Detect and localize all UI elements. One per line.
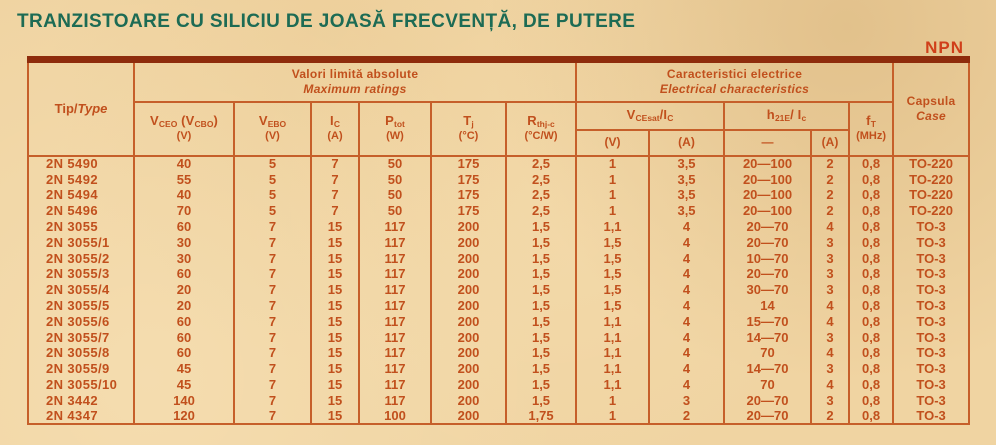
value-cell: 15 (311, 345, 359, 361)
value-cell: 0,8 (849, 377, 893, 393)
table-row (28, 329, 969, 345)
value-cell: 15 (311, 234, 359, 250)
table-row (28, 156, 969, 172)
value-cell: 7 (234, 266, 311, 282)
value-cell: 20 (134, 282, 234, 298)
value-cell: 15 (311, 313, 359, 329)
value-cell: 2 (811, 408, 849, 424)
value-cell: 7 (234, 392, 311, 408)
value-cell: 0,8 (849, 156, 893, 172)
value-cell: 3 (649, 392, 724, 408)
value-cell: 20—70 (724, 392, 811, 408)
type-cell: 2N 3055/1 (28, 234, 134, 250)
value-cell: 20—100 (724, 203, 811, 219)
value-cell: 117 (359, 219, 431, 235)
value-cell: 4 (649, 298, 724, 314)
value-cell: 4 (811, 345, 849, 361)
page-title: TRANZISTOARE CU SILICIU DE JOASĂ FRECVENȚĂ, DE PUTERE (17, 11, 636, 32)
type-cell: 2N 3055/5 (28, 298, 134, 314)
value-cell: 117 (359, 266, 431, 282)
value-cell: 140 (134, 392, 234, 408)
value-cell: 200 (431, 361, 506, 377)
value-cell: TO-3 (893, 377, 969, 393)
value-cell: 0,8 (849, 266, 893, 282)
value-cell: 117 (359, 282, 431, 298)
group-elec-ro: Caracteristici electrice (666, 66, 803, 81)
capsula-label: Capsula (906, 93, 956, 108)
value-cell: 1,5 (506, 329, 576, 345)
value-cell: TO-220 (893, 187, 969, 203)
value-cell: 7 (234, 282, 311, 298)
value-cell: 4 (649, 282, 724, 298)
unit-header-vcesat-a: (A) (649, 130, 724, 156)
value-cell: TO-220 (893, 203, 969, 219)
value-cell: 20—100 (724, 156, 811, 172)
value-cell: 1,5 (506, 313, 576, 329)
value-cell: 50 (359, 203, 431, 219)
value-cell: 200 (431, 234, 506, 250)
value-cell: 1,5 (576, 250, 649, 266)
value-cell: 3 (811, 392, 849, 408)
value-cell: TO-3 (893, 266, 969, 282)
value-cell: 1,5 (506, 345, 576, 361)
value-cell: 7 (234, 313, 311, 329)
value-cell: 3,5 (649, 156, 724, 172)
value-cell: 4 (649, 377, 724, 393)
value-cell: 7 (311, 156, 359, 172)
value-cell: 3 (811, 234, 849, 250)
value-cell: 4 (649, 266, 724, 282)
value-cell: 20—70 (724, 219, 811, 235)
value-cell: 1,1 (576, 345, 649, 361)
col-header-vebo: $V_{EBO}$ (V) (234, 102, 311, 156)
value-cell: 60 (134, 313, 234, 329)
value-cell: 7 (311, 171, 359, 187)
value-cell: 1,1 (576, 219, 649, 235)
value-cell: 7 (311, 187, 359, 203)
value-cell: 0,8 (849, 298, 893, 314)
group-max-ro: Valori limită absolute (291, 66, 419, 81)
value-cell: 200 (431, 329, 506, 345)
value-cell: 1,5 (506, 282, 576, 298)
value-cell: 1,5 (506, 392, 576, 408)
value-cell: 15 (311, 298, 359, 314)
value-cell: 2 (649, 408, 724, 424)
value-cell: 15 (311, 392, 359, 408)
value-cell: 4 (811, 377, 849, 393)
value-cell: 117 (359, 329, 431, 345)
value-cell: 45 (134, 377, 234, 393)
value-cell: TO-3 (893, 361, 969, 377)
value-cell: 4 (649, 219, 724, 235)
value-cell: 200 (431, 250, 506, 266)
value-cell: 3 (811, 361, 849, 377)
table-row (28, 298, 969, 314)
value-cell: 1,5 (506, 361, 576, 377)
value-cell: 7 (234, 329, 311, 345)
value-cell: 0,8 (849, 187, 893, 203)
value-cell: 2,5 (506, 203, 576, 219)
table-row (28, 345, 969, 361)
polarity-badge: NPN (925, 38, 964, 57)
value-cell: 1,5 (506, 266, 576, 282)
type-cell: 2N 5496 (28, 203, 134, 219)
value-cell: 1 (576, 187, 649, 203)
value-cell: 60 (134, 266, 234, 282)
type-cell: 2N 3055/3 (28, 266, 134, 282)
type-cell: 2N 3442 (28, 392, 134, 408)
group-header-maximum-ratings (134, 60, 576, 102)
table-body (28, 156, 969, 425)
value-cell: 30—70 (724, 282, 811, 298)
value-cell: 5 (234, 156, 311, 172)
table-row (28, 219, 969, 235)
value-cell: 4 (649, 250, 724, 266)
value-cell: 1,5 (506, 250, 576, 266)
value-cell: 7 (311, 203, 359, 219)
table-row (28, 187, 969, 203)
value-cell: 200 (431, 313, 506, 329)
subgroup-header-h21e: $h_{21E}/$ $I_c$ (724, 102, 849, 130)
value-cell: 0,8 (849, 313, 893, 329)
value-cell: TO-3 (893, 219, 969, 235)
value-cell: 4 (649, 329, 724, 345)
value-cell: 1 (576, 171, 649, 187)
value-cell: 30 (134, 250, 234, 266)
value-cell: 20—100 (724, 171, 811, 187)
value-cell: 2,5 (506, 156, 576, 172)
col-header-rthjc: $R_{thj-c}$ (°C/W) (506, 102, 576, 156)
type-cell: 2N 4347 (28, 408, 134, 424)
value-cell: 20—70 (724, 408, 811, 424)
value-cell: 7 (234, 250, 311, 266)
type-cell: 2N 3055/4 (28, 282, 134, 298)
col-header-ic: $I_C$ (A) (311, 102, 359, 156)
value-cell: 1,5 (576, 282, 649, 298)
subgroup-header-vcesat: $V_{CEsat}/I_C$ (576, 102, 724, 130)
value-cell: 7 (234, 298, 311, 314)
value-cell: 117 (359, 234, 431, 250)
value-cell: 200 (431, 392, 506, 408)
value-cell: 20—70 (724, 234, 811, 250)
value-cell: 1,5 (506, 298, 576, 314)
value-cell: 117 (359, 250, 431, 266)
value-cell: TO-220 (893, 171, 969, 187)
type-cell: 2N 3055/7 (28, 329, 134, 345)
value-cell: 1,75 (506, 408, 576, 424)
value-cell: 70 (724, 377, 811, 393)
table-row (28, 266, 969, 282)
value-cell: 40 (134, 156, 234, 172)
type-cell: 2N 3055 (28, 219, 134, 235)
value-cell: 60 (134, 329, 234, 345)
case-label: Case (916, 108, 947, 123)
value-cell: 0,8 (849, 203, 893, 219)
value-cell: 1,5 (576, 298, 649, 314)
unit-header-h21e-a: (A) (811, 130, 849, 156)
value-cell: 117 (359, 298, 431, 314)
value-cell: 15 (311, 329, 359, 345)
value-cell: 0,8 (849, 234, 893, 250)
col-header-ptot: $P_{tot}$ (W) (359, 102, 431, 156)
value-cell: 200 (431, 282, 506, 298)
table-row (28, 408, 969, 424)
value-cell: 15 (311, 266, 359, 282)
transistor-table-wrap (27, 56, 970, 425)
value-cell: 200 (431, 298, 506, 314)
tip-label: Tip/ (54, 100, 78, 116)
value-cell: 200 (431, 377, 506, 393)
table-row (28, 234, 969, 250)
value-cell: 3 (811, 266, 849, 282)
value-cell: 2 (811, 203, 849, 219)
value-cell: 0,8 (849, 171, 893, 187)
value-cell: TO-220 (893, 156, 969, 172)
value-cell: 45 (134, 361, 234, 377)
value-cell: 1,5 (506, 377, 576, 393)
value-cell: 7 (234, 377, 311, 393)
value-cell: 4 (811, 298, 849, 314)
value-cell: 1,5 (506, 234, 576, 250)
value-cell: 4 (811, 313, 849, 329)
value-cell: 0,8 (849, 250, 893, 266)
transistor-table (27, 56, 970, 425)
value-cell: TO-3 (893, 329, 969, 345)
value-cell: 3,5 (649, 171, 724, 187)
value-cell: 117 (359, 377, 431, 393)
table-row (28, 203, 969, 219)
value-cell: 200 (431, 408, 506, 424)
unit-header-h21e-dash: — (724, 130, 811, 156)
col-header-capsula-case (893, 60, 969, 156)
value-cell: 15—70 (724, 313, 811, 329)
table-header (28, 60, 969, 156)
value-cell: 20—100 (724, 187, 811, 203)
value-cell: 2 (811, 187, 849, 203)
table-row (28, 313, 969, 329)
value-cell: TO-3 (893, 250, 969, 266)
col-header-ft: $f_T$ (MHz) (849, 102, 893, 156)
value-cell: 14—70 (724, 361, 811, 377)
value-cell: 200 (431, 219, 506, 235)
value-cell: TO-3 (893, 345, 969, 361)
value-cell: TO-3 (893, 234, 969, 250)
value-cell: 200 (431, 266, 506, 282)
value-cell: 1,5 (576, 266, 649, 282)
value-cell: 117 (359, 361, 431, 377)
value-cell: 10—70 (724, 250, 811, 266)
table-row (28, 361, 969, 377)
value-cell: 1,1 (576, 329, 649, 345)
value-cell: 50 (359, 171, 431, 187)
value-cell: 175 (431, 203, 506, 219)
table-row (28, 171, 969, 187)
value-cell: 14—70 (724, 329, 811, 345)
value-cell: 1 (576, 392, 649, 408)
value-cell: 70 (134, 203, 234, 219)
value-cell: 15 (311, 408, 359, 424)
type-cell: 2N 5490 (28, 156, 134, 172)
value-cell: 2 (811, 156, 849, 172)
group-max-en: Maximum ratings (303, 81, 407, 96)
value-cell: TO-3 (893, 408, 969, 424)
value-cell: 117 (359, 313, 431, 329)
value-cell: 2 (811, 171, 849, 187)
value-cell: 3 (811, 329, 849, 345)
type-cell: 2N 3055/6 (28, 313, 134, 329)
value-cell: 3 (811, 282, 849, 298)
value-cell: 4 (649, 313, 724, 329)
value-cell: 120 (134, 408, 234, 424)
value-cell: 1,1 (576, 361, 649, 377)
value-cell: 40 (134, 187, 234, 203)
value-cell: 0,8 (849, 329, 893, 345)
type-label: Type (77, 100, 108, 116)
value-cell: TO-3 (893, 298, 969, 314)
value-cell: 1,1 (576, 313, 649, 329)
type-cell: 2N 3055/8 (28, 345, 134, 361)
value-cell: 15 (311, 250, 359, 266)
value-cell: 117 (359, 345, 431, 361)
type-cell: 2N 3055/2 (28, 250, 134, 266)
value-cell: 175 (431, 171, 506, 187)
table-row (28, 377, 969, 393)
type-cell: 2N 5494 (28, 187, 134, 203)
group-header-electrical-characteristics (576, 60, 893, 102)
type-cell: 2N 3055/9 (28, 361, 134, 377)
value-cell: 14 (724, 298, 811, 314)
value-cell: 60 (134, 345, 234, 361)
value-cell: 55 (134, 171, 234, 187)
value-cell: 20 (134, 298, 234, 314)
value-cell: 100 (359, 408, 431, 424)
value-cell: 0,8 (849, 219, 893, 235)
value-cell: 4 (649, 345, 724, 361)
value-cell: 50 (359, 156, 431, 172)
value-cell: 1,1 (576, 377, 649, 393)
col-header-tip-type (28, 60, 134, 156)
value-cell: TO-3 (893, 313, 969, 329)
type-cell: 2N 5492 (28, 171, 134, 187)
table-row (28, 250, 969, 266)
value-cell: 2,5 (506, 187, 576, 203)
value-cell: 1,5 (506, 219, 576, 235)
value-cell: 1 (576, 156, 649, 172)
value-cell: 3,5 (649, 187, 724, 203)
value-cell: 2,5 (506, 171, 576, 187)
value-cell: 7 (234, 345, 311, 361)
value-cell: 7 (234, 219, 311, 235)
value-cell: 5 (234, 203, 311, 219)
value-cell: 175 (431, 187, 506, 203)
value-cell: 1 (576, 408, 649, 424)
col-header-tj: $T_j$ (°C) (431, 102, 506, 156)
group-elec-en: Electrical characteristics (659, 81, 810, 96)
value-cell: 0,8 (849, 345, 893, 361)
value-cell: 15 (311, 361, 359, 377)
value-cell: 7 (234, 234, 311, 250)
value-cell: TO-3 (893, 282, 969, 298)
value-cell: 70 (724, 345, 811, 361)
value-cell: 3,5 (649, 203, 724, 219)
value-cell: 0,8 (849, 392, 893, 408)
col-header-vceo-vcbo: $V_{CEO}$ $(V_{CBO})$ (V) (134, 102, 234, 156)
value-cell: 4 (649, 234, 724, 250)
value-cell: TO-3 (893, 392, 969, 408)
value-cell: 0,8 (849, 408, 893, 424)
type-cell: 2N 3055/10 (28, 377, 134, 393)
value-cell: 175 (431, 156, 506, 172)
value-cell: 1 (576, 203, 649, 219)
value-cell: 5 (234, 171, 311, 187)
value-cell: 200 (431, 345, 506, 361)
value-cell: 15 (311, 282, 359, 298)
value-cell: 30 (134, 234, 234, 250)
value-cell: 4 (811, 219, 849, 235)
value-cell: 7 (234, 361, 311, 377)
value-cell: 117 (359, 392, 431, 408)
value-cell: 7 (234, 408, 311, 424)
value-cell: 0,8 (849, 361, 893, 377)
value-cell: 5 (234, 187, 311, 203)
value-cell: 50 (359, 187, 431, 203)
value-cell: 1,5 (576, 234, 649, 250)
value-cell: 60 (134, 219, 234, 235)
table-row (28, 282, 969, 298)
value-cell: 15 (311, 377, 359, 393)
value-cell: 0,8 (849, 282, 893, 298)
value-cell: 15 (311, 219, 359, 235)
value-cell: 4 (649, 361, 724, 377)
table-row (28, 392, 969, 408)
unit-header-vcesat-v: (V) (576, 130, 649, 156)
value-cell: 20—70 (724, 266, 811, 282)
value-cell: 3 (811, 250, 849, 266)
